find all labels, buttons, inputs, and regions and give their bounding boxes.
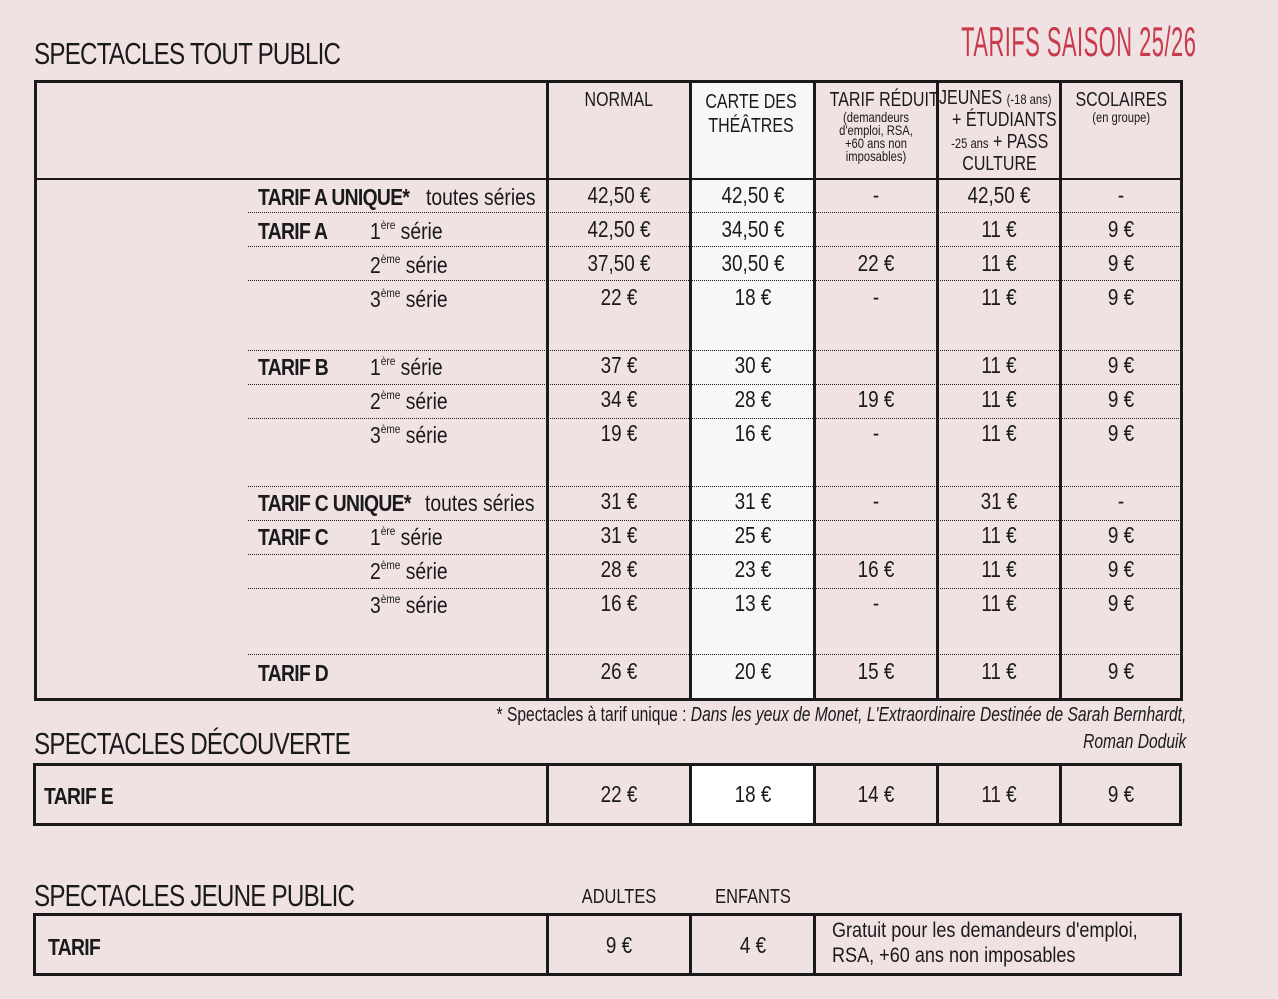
- footnote-line2: Roman Doduik: [1082, 731, 1186, 753]
- price-cell: 31 €: [600, 488, 638, 514]
- row-serie-label: 2ème série: [370, 252, 448, 278]
- row-serie-label: 1ère série: [370, 524, 443, 550]
- row-serie-label: 2ème série: [370, 558, 448, 584]
- price-cell: 16 €: [600, 590, 638, 616]
- row-serie-label: 3ème série: [370, 286, 448, 312]
- price-cell: 11 €: [981, 658, 1017, 684]
- price-cell: 11 €: [981, 420, 1017, 446]
- price-cell: -: [1117, 182, 1125, 208]
- jp-adultes-value: 9 €: [605, 932, 633, 958]
- price-cell: 30,50 €: [721, 250, 785, 276]
- tarif-e-price: 11 €: [981, 781, 1017, 807]
- price-cell: 9 €: [1107, 284, 1135, 310]
- price-cell: 9 €: [1107, 352, 1135, 378]
- row-group-label: TARIF C: [258, 524, 329, 550]
- col-reduit: TARIF RÉDUIT (demandeurs d'emploi, RSA, +60 ans non imposables): [829, 89, 939, 164]
- price-cell: 11 €: [981, 386, 1017, 412]
- price-cell: 9 €: [1107, 250, 1135, 276]
- price-cell: -: [872, 420, 880, 446]
- price-cell: 28 €: [734, 386, 772, 412]
- row-group-label: TARIF D: [258, 660, 329, 686]
- price-cell: 22 €: [857, 250, 895, 276]
- price-cell: 13 €: [734, 590, 772, 616]
- price-cell: 42,50 €: [967, 182, 1031, 208]
- price-cell: 28 €: [600, 556, 638, 582]
- price-cell: 20 €: [734, 658, 772, 684]
- tarif-e-label: TARIF E: [44, 783, 113, 809]
- jp-enfants-value: 4 €: [739, 932, 767, 958]
- price-cell: 42,50 €: [587, 182, 651, 208]
- price-cell: 34,50 €: [721, 216, 785, 242]
- tarif-e-price: 18 €: [734, 781, 772, 807]
- price-cell: -: [872, 284, 880, 310]
- price-cell: 9 €: [1107, 658, 1135, 684]
- season-title: TARIFS SAISON 25/26: [960, 18, 1196, 65]
- price-cell: 19 €: [600, 420, 638, 446]
- price-cell: 11 €: [981, 556, 1017, 582]
- price-cell: 9 €: [1107, 216, 1135, 242]
- price-cell: 42,50 €: [721, 182, 785, 208]
- col-jeunes: JEUNES (-18 ans) + ÉTUDIANTS -25 ans + PASS CULTURE: [939, 87, 1057, 175]
- price-cell: 22 €: [600, 284, 638, 310]
- price-cell: 9 €: [1107, 386, 1135, 412]
- price-cell: 42,50 €: [587, 216, 651, 242]
- tarif-jp-label: TARIF: [48, 934, 101, 960]
- price-cell: 23 €: [734, 556, 772, 582]
- price-cell: 9 €: [1107, 590, 1135, 616]
- price-cell: 31 €: [734, 488, 772, 514]
- price-cell: 19 €: [857, 386, 895, 412]
- decouverte-title: SPECTACLES DÉCOUVERTE: [34, 726, 350, 761]
- price-cell: 37,50 €: [587, 250, 651, 276]
- price-cell: 9 €: [1107, 522, 1135, 548]
- price-cell: -: [872, 590, 880, 616]
- price-cell: -: [872, 488, 880, 514]
- row-group-label: TARIF A UNIQUE*: [258, 184, 410, 210]
- price-cell: 18 €: [734, 284, 772, 310]
- row-serie-label: 1ère série: [370, 218, 443, 244]
- tarif-e-price: 14 €: [857, 781, 895, 807]
- jp-free-note: Gratuit pour les demandeurs d'emploi, RSA, +60 ans non imposables: [832, 919, 1138, 967]
- price-cell: 9 €: [1107, 420, 1135, 446]
- price-cell: -: [872, 182, 880, 208]
- row-group-label: TARIF A: [258, 218, 328, 244]
- price-cell: 31 €: [980, 488, 1018, 514]
- jeune-public-title: SPECTACLES JEUNE PUBLIC: [34, 878, 355, 913]
- price-cell: 30 €: [734, 352, 772, 378]
- row-serie-label: 2ème série: [370, 388, 448, 414]
- price-cell: 25 €: [734, 522, 772, 548]
- tarif-e-price: 9 €: [1107, 781, 1135, 807]
- price-cell: 15 €: [857, 658, 895, 684]
- price-cell: 26 €: [600, 658, 638, 684]
- row-serie-label: 3ème série: [370, 422, 448, 448]
- row-group-label: TARIF B: [258, 354, 329, 380]
- price-cell: 11 €: [981, 250, 1017, 276]
- tout-public-title: SPECTACLES TOUT PUBLIC: [34, 36, 341, 71]
- price-cell: 11 €: [981, 522, 1017, 548]
- price-cell: 9 €: [1107, 556, 1135, 582]
- col-adultes: ADULTES: [581, 886, 657, 908]
- col-scolaires: SCOLAIRES (en groupe): [1075, 89, 1167, 125]
- price-cell: 34 €: [600, 386, 638, 412]
- row-serie-label: 3ème série: [370, 592, 448, 618]
- price-cell: -: [1117, 488, 1125, 514]
- col-normal: NORMAL: [584, 89, 654, 111]
- col-carte: CARTE DES THÉÂTRES: [705, 91, 797, 137]
- row-serie-label: toutes séries: [425, 490, 535, 516]
- col-enfants: ENFANTS: [715, 886, 791, 908]
- price-cell: 11 €: [981, 216, 1017, 242]
- price-cell: 11 €: [981, 352, 1017, 378]
- row-group-label: TARIF C UNIQUE*: [258, 490, 411, 516]
- price-cell: 16 €: [857, 556, 895, 582]
- price-cell: 37 €: [600, 352, 638, 378]
- row-serie-label: 1ère série: [370, 354, 443, 380]
- price-cell: 16 €: [734, 420, 772, 446]
- footnote: * Spectacles à tarif unique : Dans les yeux de Monet, L'Extraordinaire Destinée de Sarah Bernhardt,: [496, 704, 1186, 726]
- price-cell: 31 €: [600, 522, 638, 548]
- price-cell: 11 €: [981, 590, 1017, 616]
- tarif-e-price: 22 €: [600, 781, 638, 807]
- price-cell: 11 €: [981, 284, 1017, 310]
- row-serie-label: toutes séries: [426, 184, 536, 210]
